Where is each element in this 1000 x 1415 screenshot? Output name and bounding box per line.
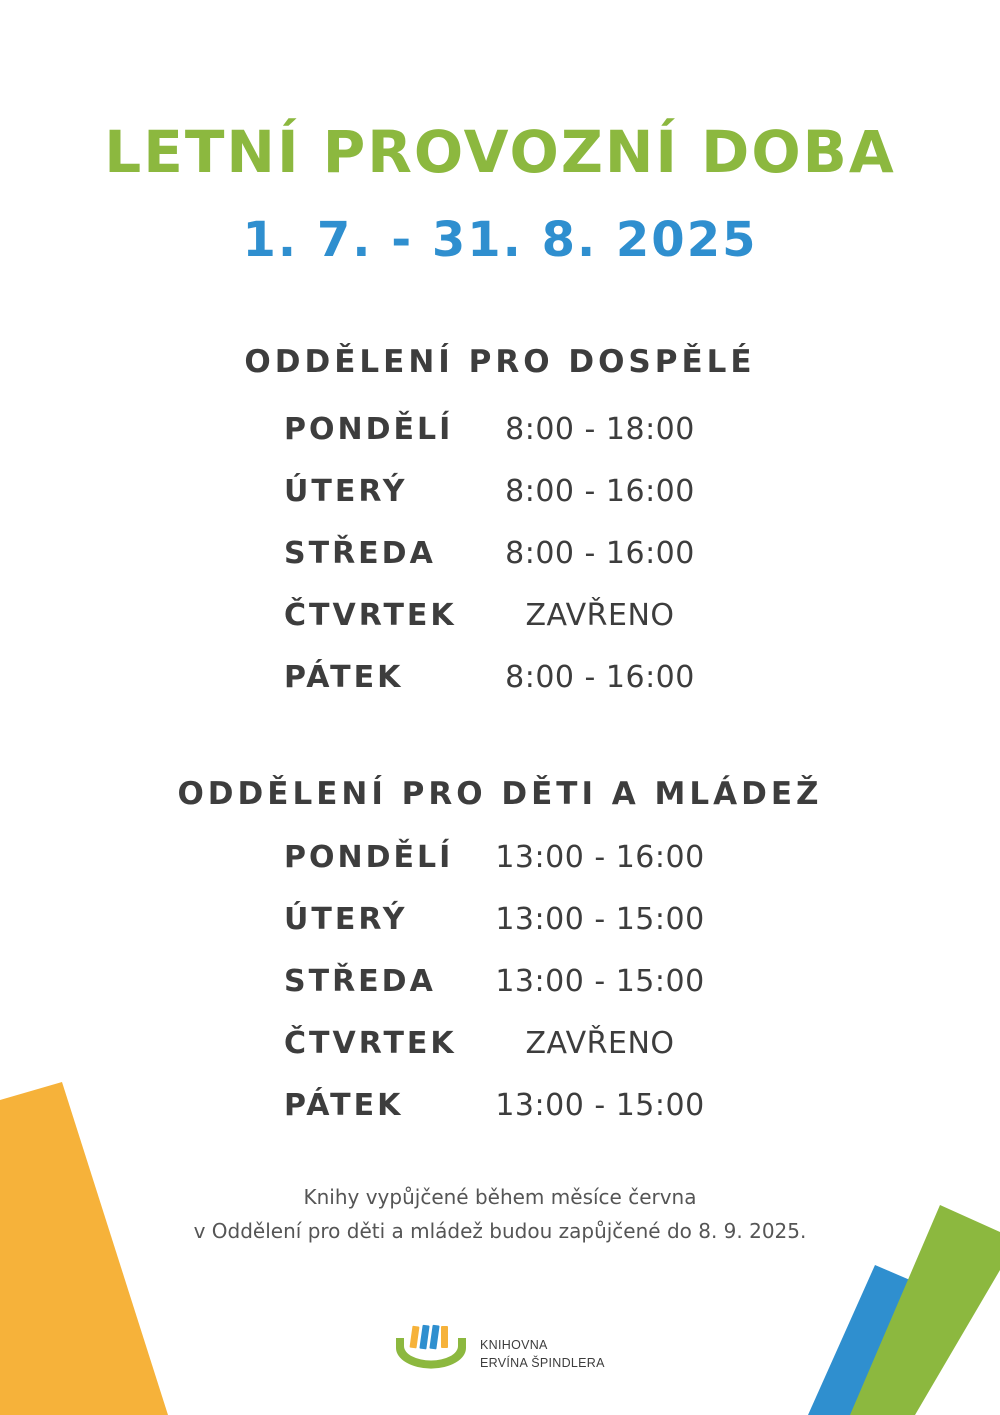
loan-note — [0, 1180, 1000, 1248]
note-line: Knihy vypůjčené během měsíce června — [303, 1185, 697, 1209]
day-label: ÚTERÝ — [284, 474, 408, 509]
page-title: LETNÍ PROVOZNÍ DOBA — [104, 118, 896, 186]
day-label: STŘEDA — [284, 536, 436, 571]
library-logo — [392, 1322, 622, 1372]
hours-value: ZAVŘENO — [525, 1026, 675, 1061]
books-logo-icon — [392, 1322, 470, 1372]
day-label: PONDĚLÍ — [284, 840, 454, 875]
logo-wordmark — [480, 1336, 605, 1372]
hours-value: 13:00 - 15:00 — [495, 1088, 705, 1123]
hours-value: 13:00 - 16:00 — [495, 840, 705, 875]
hours-value: 13:00 - 15:00 — [495, 964, 705, 999]
schedule-row — [0, 1088, 1000, 1150]
schedule-row — [0, 1026, 1000, 1088]
day-label: PÁTEK — [284, 660, 404, 695]
logo-line: KNIHOVNA — [480, 1338, 548, 1352]
schedule-row — [0, 840, 1000, 902]
day-label: ČTVRTEK — [284, 1026, 457, 1061]
day-label: PONDĚLÍ — [284, 412, 454, 447]
hours-value: 13:00 - 15:00 — [495, 902, 705, 937]
day-label: STŘEDA — [284, 964, 436, 999]
schedule-row — [0, 660, 1000, 722]
schedule-table — [0, 840, 1000, 1150]
day-label: PÁTEK — [284, 1088, 404, 1123]
hours-value: ZAVŘENO — [525, 598, 675, 633]
date-range: 1. 7. - 31. 8. 2025 — [242, 212, 758, 268]
section-title: ODDĚLENÍ PRO DOSPĚLÉ — [244, 344, 756, 380]
logo-line: ERVÍNA ŠPINDLERA — [480, 1356, 605, 1370]
hours-value: 8:00 - 16:00 — [505, 474, 695, 509]
schedule-row — [0, 902, 1000, 964]
blue-stripe — [808, 1265, 910, 1415]
day-label: ČTVRTEK — [284, 598, 457, 633]
schedule-row — [0, 964, 1000, 1026]
schedule-row — [0, 598, 1000, 660]
hours-value: 8:00 - 16:00 — [505, 536, 695, 571]
schedule-table — [0, 412, 1000, 722]
section-title: ODDĚLENÍ PRO DĚTI A MLÁDEŽ — [177, 776, 823, 812]
schedule-row — [0, 474, 1000, 536]
schedule-row — [0, 536, 1000, 598]
hours-value: 8:00 - 18:00 — [505, 412, 695, 447]
day-label: ÚTERÝ — [284, 902, 408, 937]
note-line: v Oddělení pro děti a mládež budou zapůjčené do 8. 9. 2025. — [193, 1219, 807, 1243]
schedule-row — [0, 412, 1000, 474]
hours-value: 8:00 - 16:00 — [505, 660, 695, 695]
